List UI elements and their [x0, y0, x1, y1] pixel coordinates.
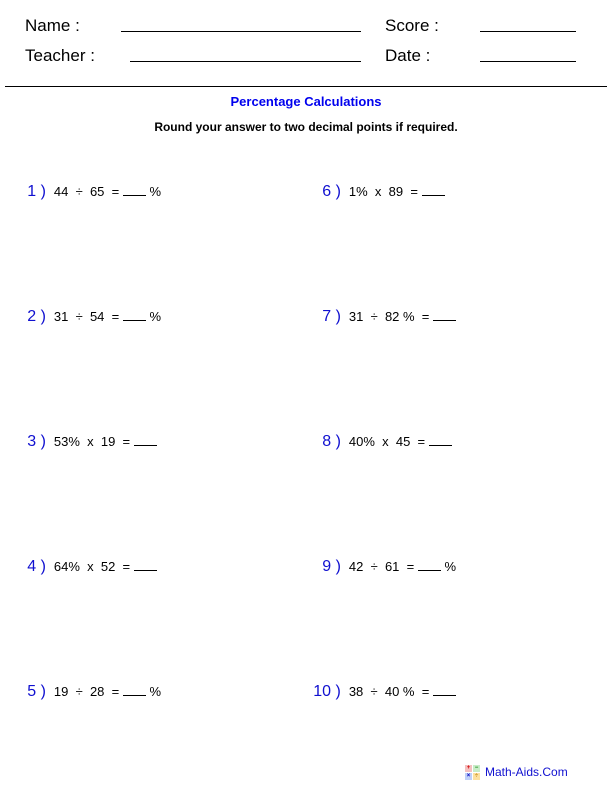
answer-blank[interactable]	[418, 560, 441, 571]
problem-number: 10 )	[313, 683, 341, 700]
problem-2	[20, 293, 161, 326]
date-field-line[interactable]	[480, 61, 576, 62]
problem-4	[20, 543, 157, 576]
brand-link[interactable]: Math-Aids.Com	[485, 765, 568, 779]
problem-9	[315, 543, 456, 576]
teacher-label: Teacher :	[25, 46, 95, 65]
problem-number: 6 )	[322, 183, 341, 200]
problem-number: 1 )	[27, 183, 46, 200]
problem-6	[315, 168, 445, 201]
problem-expression: 38 ÷ 40 % =	[348, 684, 430, 699]
problem-expression: 44 ÷ 65 =	[53, 184, 120, 199]
date-label: Date :	[385, 46, 431, 65]
problem-number: 3 )	[27, 433, 46, 450]
answer-blank[interactable]	[433, 685, 456, 696]
problem-number: 7 )	[322, 308, 341, 325]
problem-suffix: %	[145, 309, 162, 324]
problem-expression: 53% x 19 =	[53, 434, 131, 449]
teacher-field-line[interactable]	[130, 61, 361, 62]
problem-number: 4 )	[27, 558, 46, 575]
problem-expression: 42 ÷ 61 =	[348, 559, 415, 574]
problem-expression: 31 ÷ 54 =	[53, 309, 120, 324]
name-field-line[interactable]	[121, 31, 361, 32]
problem-number: 2 )	[27, 308, 46, 325]
math-operators-logo-icon: + − × ÷	[466, 765, 479, 779]
answer-blank[interactable]	[422, 185, 445, 196]
answer-blank[interactable]	[433, 310, 456, 321]
score-label: Score :	[385, 16, 439, 35]
answer-blank[interactable]	[134, 560, 157, 571]
footer-brand[interactable]	[465, 765, 568, 779]
problem-7	[315, 293, 456, 326]
header-divider	[5, 86, 607, 87]
problem-5	[20, 668, 161, 701]
problem-10	[306, 668, 456, 701]
problem-expression: 31 ÷ 82 % =	[348, 309, 430, 324]
problem-suffix: %	[145, 684, 162, 699]
answer-blank[interactable]	[123, 310, 146, 321]
problem-number: 5 )	[27, 683, 46, 700]
problem-1	[20, 168, 161, 201]
problem-expression: 19 ÷ 28 =	[53, 684, 120, 699]
problem-8	[315, 418, 452, 451]
answer-blank[interactable]	[123, 185, 146, 196]
answer-blank[interactable]	[429, 435, 452, 446]
name-label: Name :	[25, 16, 80, 35]
problem-number: 8 )	[322, 433, 341, 450]
worksheet-instructions: Round your answer to two decimal points if required.	[154, 120, 458, 134]
problem-3	[20, 418, 157, 451]
answer-blank[interactable]	[134, 435, 157, 446]
score-field-line[interactable]	[480, 31, 576, 32]
problem-expression: 1% x 89 =	[348, 184, 418, 199]
problem-expression: 40% x 45 =	[348, 434, 426, 449]
answer-blank[interactable]	[123, 685, 146, 696]
worksheet-title: Percentage Calculations	[230, 94, 382, 109]
problem-number: 9 )	[322, 558, 341, 575]
problem-expression: 64% x 52 =	[53, 559, 131, 574]
problem-suffix: %	[145, 184, 162, 199]
problem-suffix: %	[440, 559, 457, 574]
